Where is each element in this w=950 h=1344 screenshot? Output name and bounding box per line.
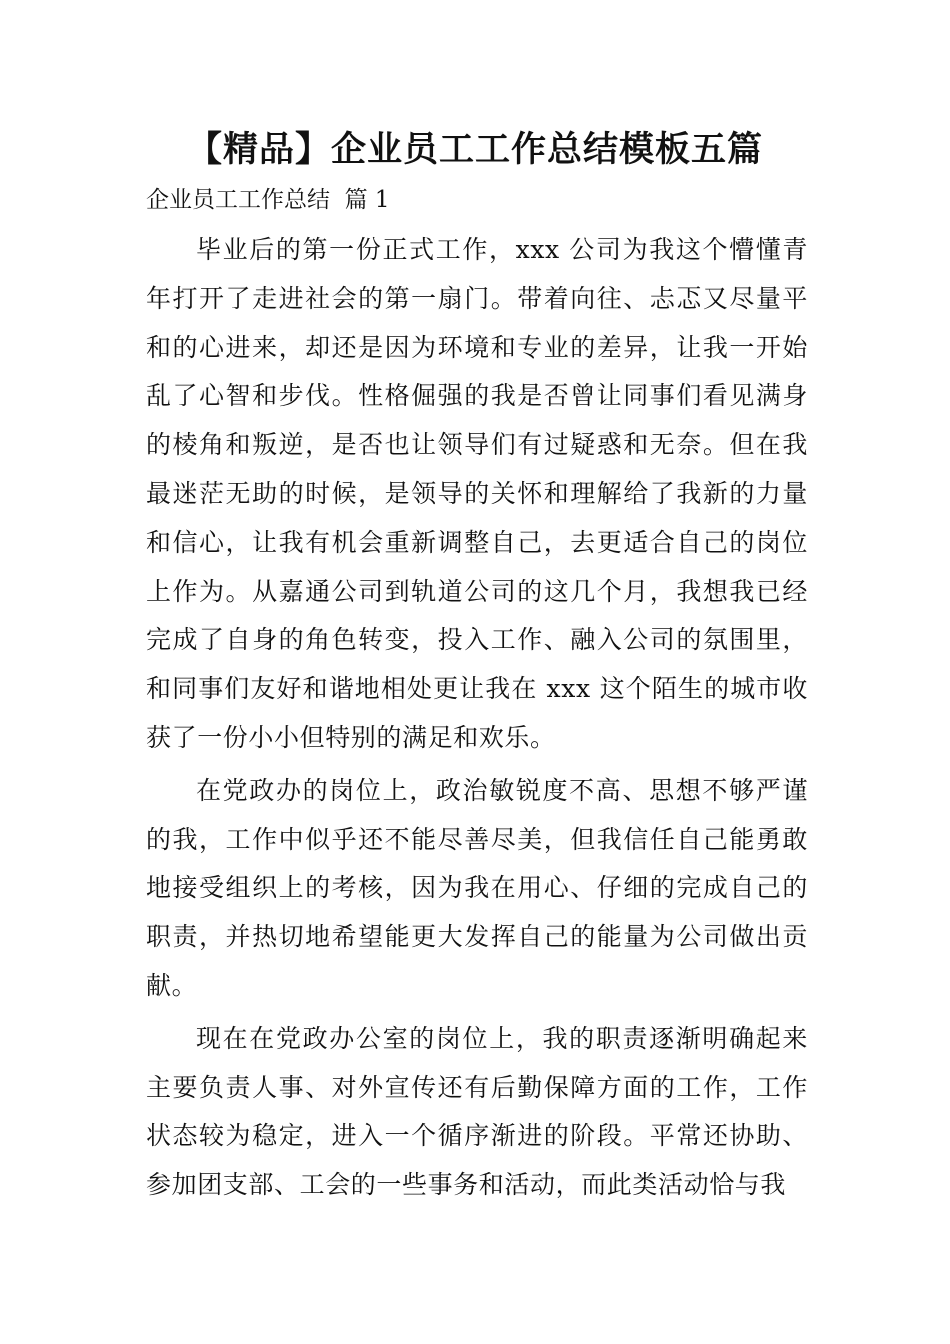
document-body xyxy=(146,226,808,1210)
paragraph-3: 现在在党政办公室的岗位上，我的职责逐渐明确起来主要负责人事、对外宣传还有后勤保障方面的工作，工作状态较为稳定，进入一个循序渐进的阶段。平常还协助、参加团支部、工会的一些事务和活动，而此类活动恰与我 xyxy=(146,1023,808,1200)
section-heading: 企业员工工作总结 篇 1 xyxy=(146,187,390,213)
paragraph-1: 毕业后的第一份正式工作，xxx 公司为我这个懵懂青年打开了走进社会的第一扇门。带着向往、忐忑又尽量平和的心进来，却还是因为环境和专业的差异，让我一开始乱了心智和步伐。性格倔强的我是否曾让同事们看见满身的棱角和叛逆，是否也让领导们有过疑惑和无奈。但在我最迷茫无助的时候，是领导的关怀和理解给了我新的力量和信心，让我有机会重新调整自己，去更适合自己的岗位上作为。从嘉通公司到轨道公司的这几个月，我想我已经完成了自身的角色转变，投入工作、融入公司的氛围里，和同事们友好和谐地相处更让我在 xxx 这个陌生的城市收获了一份小小但特别的满足和欢乐。 xyxy=(146,235,808,752)
paragraph-2: 在党政办的岗位上，政治敏锐度不高、思想不够严谨的我，工作中似乎还不能尽善尽美，但我信任自己能勇敢地接受组织上的考核，因为我在用心、仔细的完成自己的职责，并热切地希望能更大发挥自己的能量为公司做出贡献。 xyxy=(146,775,808,1000)
document-title: 【精品】企业员工工作总结模板五篇 xyxy=(186,130,763,170)
